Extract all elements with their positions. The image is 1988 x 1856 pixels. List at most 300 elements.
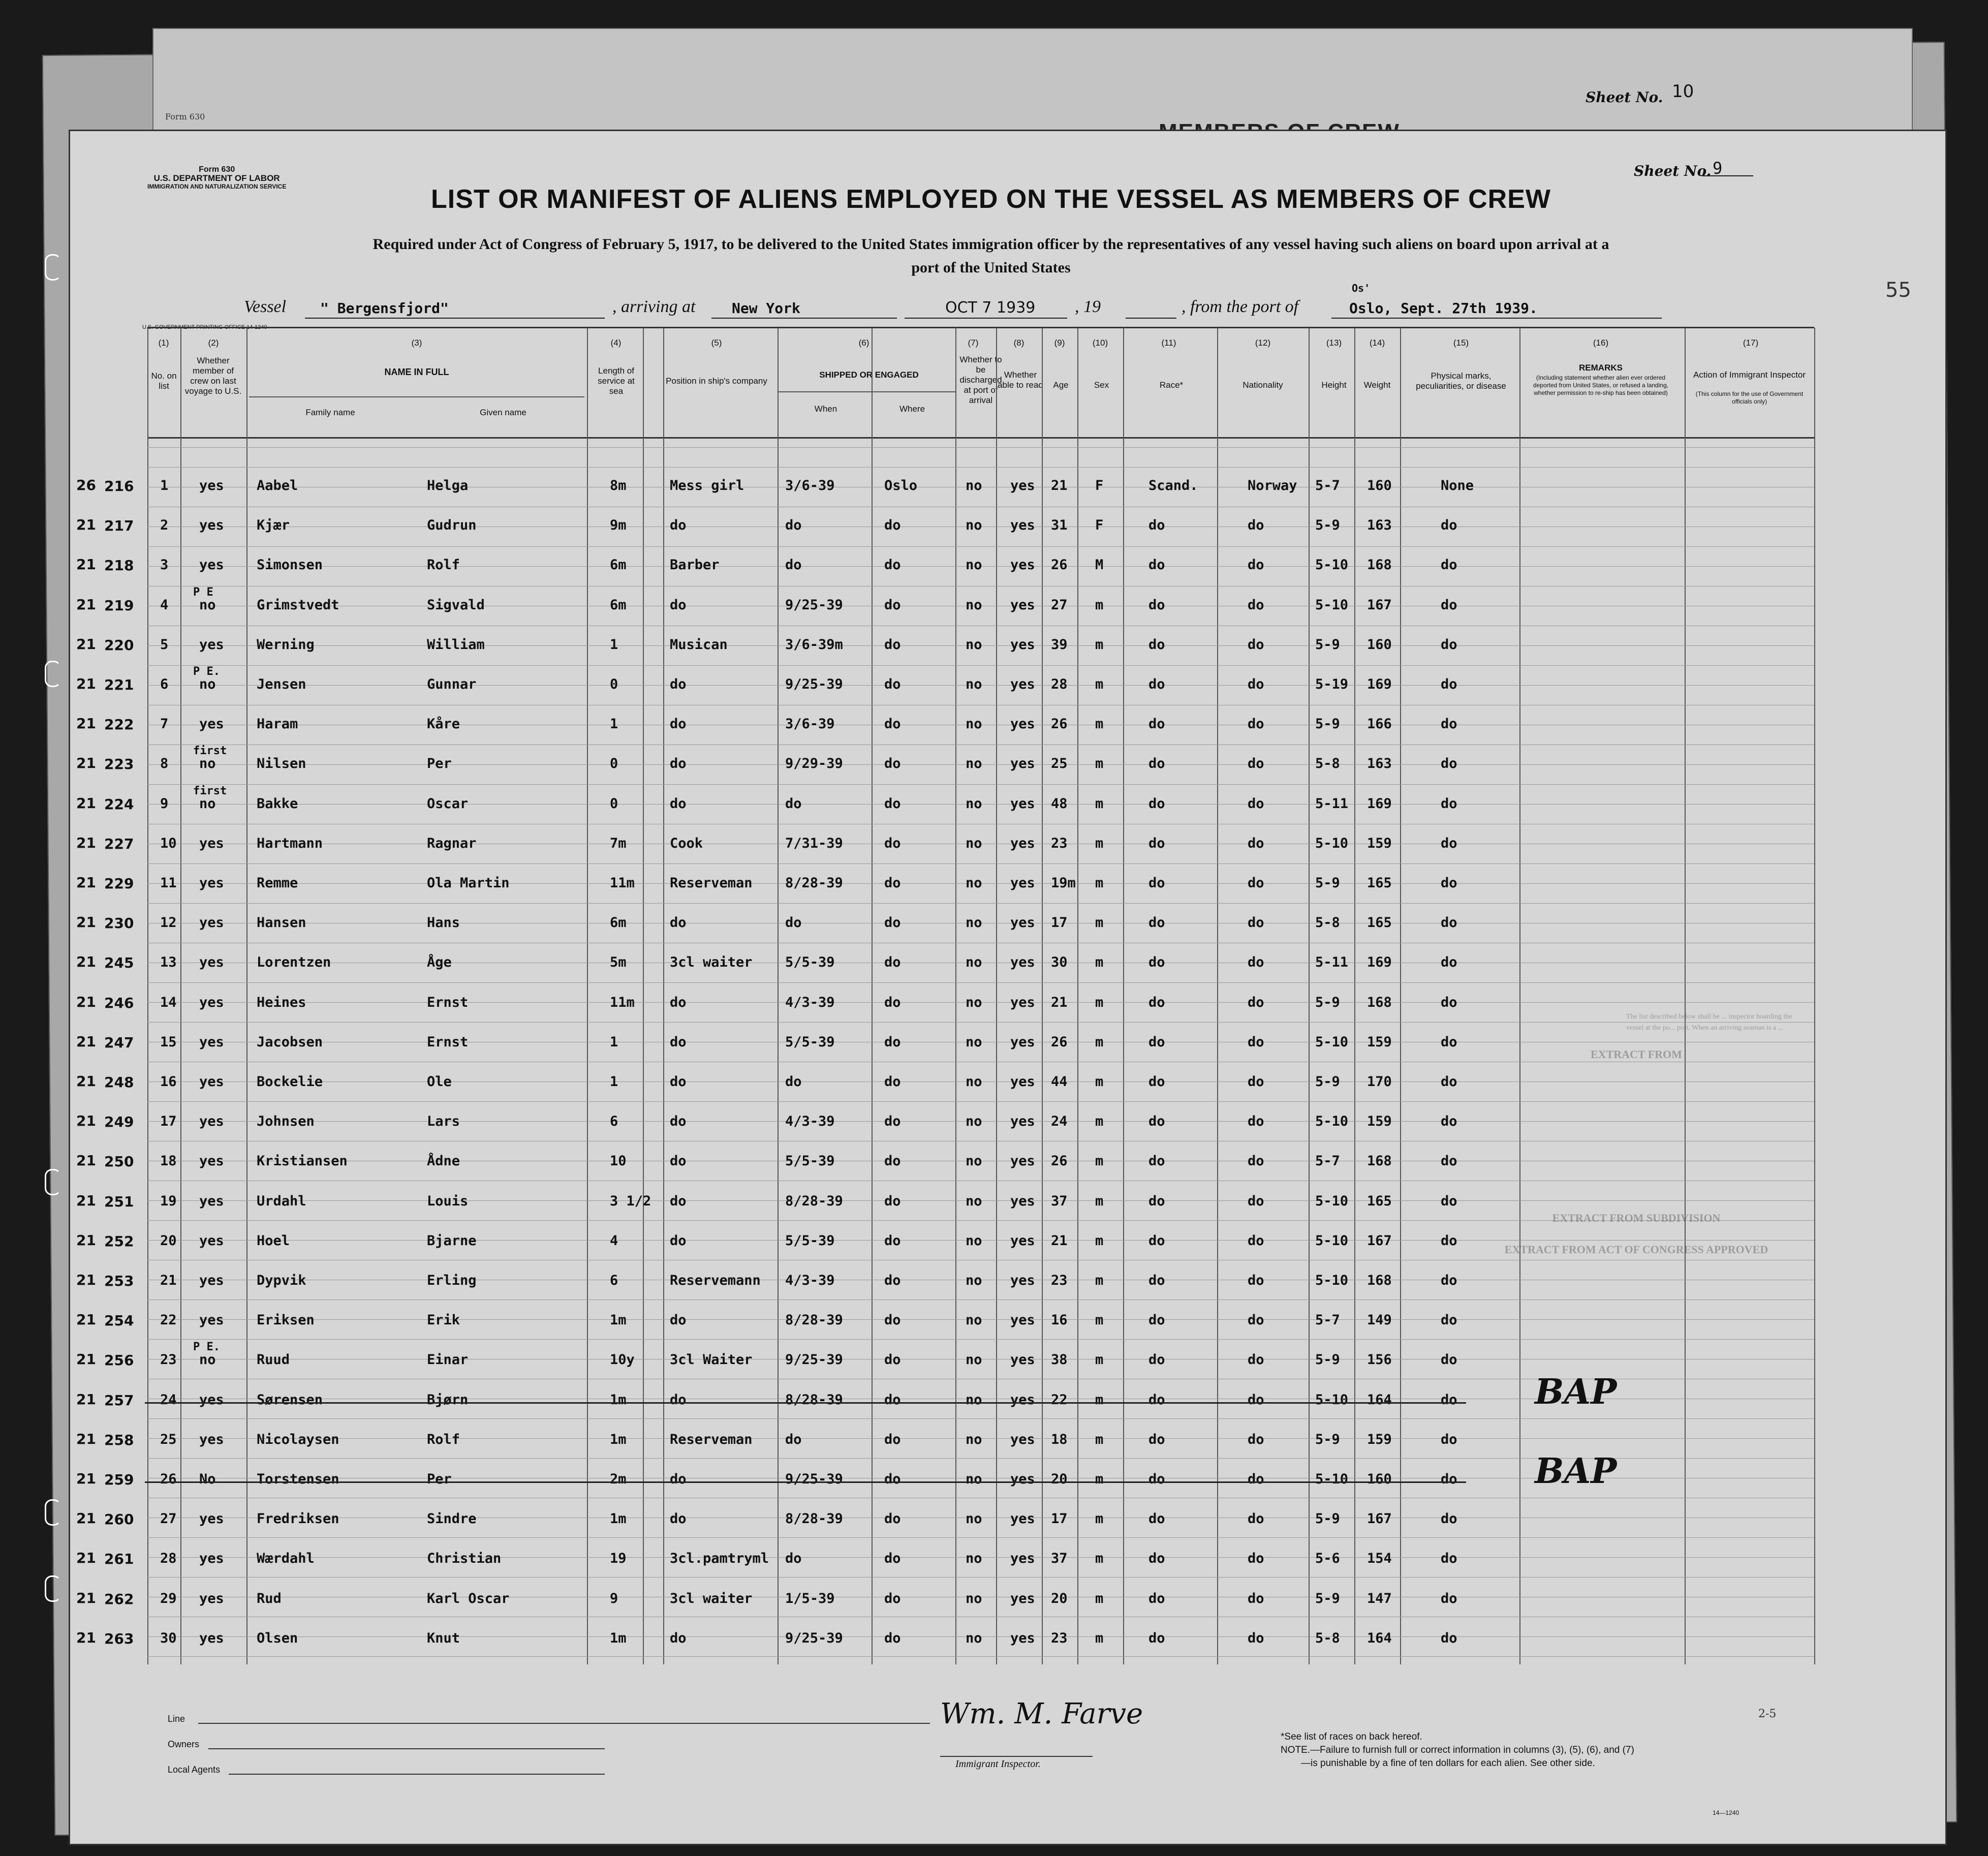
- cell-discharged: no: [966, 636, 982, 653]
- column-number: (10): [1092, 338, 1108, 348]
- cell-age: 20: [1051, 1471, 1068, 1487]
- cell-position: do: [670, 1113, 687, 1130]
- cell-family: Johnsen: [257, 1113, 315, 1130]
- cell-no: 24: [160, 1391, 177, 1408]
- cell-crew: yes: [199, 1431, 224, 1447]
- cell-marks: do: [1441, 1630, 1457, 1646]
- cell-family: Heines: [257, 994, 306, 1010]
- owners-field: [208, 1748, 605, 1749]
- cell-family: Hartmann: [257, 835, 323, 851]
- cell-height: 5-8: [1315, 1630, 1340, 1646]
- column-number: (12): [1255, 338, 1271, 348]
- cell-margin: 257: [104, 1391, 134, 1409]
- cell-age: 18: [1051, 1431, 1068, 1447]
- cell-weight: 166: [1367, 716, 1392, 732]
- cell-when: 3/6-39m: [785, 636, 843, 653]
- cell-read: yes: [1010, 1391, 1035, 1408]
- cell-nationality: do: [1248, 994, 1264, 1010]
- margin-page-number: 21: [76, 1192, 96, 1209]
- cell-given: Ola Martin: [427, 875, 510, 891]
- cell-sex: m: [1095, 1193, 1104, 1209]
- cell-read: yes: [1010, 1074, 1035, 1090]
- cell-read: yes: [1010, 557, 1035, 573]
- column-number: (17): [1743, 338, 1759, 348]
- column-number: (6): [858, 338, 869, 348]
- cell-discharged: no: [966, 597, 982, 613]
- column-number: (2): [208, 338, 219, 348]
- cell-margin: 254: [104, 1312, 134, 1329]
- cell-position: do: [670, 1153, 687, 1169]
- cell-when: 4/3-39: [785, 1273, 835, 1288]
- cell-given: Einar: [427, 1352, 469, 1368]
- cell-where: do: [884, 1113, 901, 1130]
- cell-given: Louis: [427, 1193, 469, 1209]
- cell-weight: 167: [1367, 1232, 1392, 1249]
- cell-margin: 221: [104, 676, 134, 693]
- cell-where: do: [884, 597, 901, 613]
- cell-family: Wærdahl: [257, 1551, 315, 1567]
- margin-page-number: 21: [76, 1510, 96, 1527]
- cell-where: do: [884, 994, 901, 1010]
- column-number: (5): [711, 338, 722, 348]
- cell-where: do: [884, 1312, 901, 1328]
- cell-family: Grimstvedt: [257, 597, 339, 613]
- cell-no: 14: [160, 994, 177, 1010]
- cell-service: 9: [610, 1590, 618, 1606]
- sheet-label: Sheet No.: [1634, 163, 1712, 179]
- cell-weight: 165: [1367, 1193, 1392, 1209]
- cell-crew-note: first: [193, 745, 227, 758]
- cell-position: Reserveman: [670, 1431, 753, 1447]
- cell-weight: 164: [1367, 1630, 1392, 1646]
- cell-age: 31: [1051, 517, 1068, 534]
- cell-margin: 222: [104, 716, 134, 733]
- cell-weight: 159: [1367, 835, 1392, 851]
- cell-when: 8/28-39: [785, 1193, 843, 1209]
- cell-given: Lars: [427, 1113, 460, 1130]
- arriving-label: , arriving at: [612, 297, 696, 316]
- cell-age: 38: [1051, 1352, 1068, 1368]
- cell-position: Mess girl: [670, 478, 744, 493]
- margin-page-number: 21: [76, 1550, 96, 1567]
- cell-sex: m: [1095, 835, 1104, 851]
- table-row: [0, 784, 1988, 836]
- cell-crew: yes: [199, 557, 224, 573]
- cell-position: do: [670, 1193, 687, 1209]
- cell-when: do: [785, 1431, 802, 1447]
- cell-where: do: [884, 716, 901, 732]
- cell-crew: yes: [199, 1113, 224, 1130]
- cell-when: do: [785, 557, 802, 573]
- cell-age: 17: [1051, 915, 1068, 931]
- cell-margin: 230: [104, 915, 134, 932]
- cell-height: 5-9: [1315, 517, 1340, 534]
- cell-discharged: no: [966, 835, 982, 851]
- cell-height: 5-9: [1315, 716, 1340, 732]
- cell-weight: 147: [1367, 1590, 1392, 1606]
- cell-sex: m: [1095, 1471, 1104, 1487]
- cell-crew: yes: [199, 1511, 224, 1527]
- cell-crew: yes: [199, 1193, 224, 1209]
- cell-crew: yes: [199, 517, 224, 534]
- col-header-remarks: REMARKS: [1579, 363, 1623, 373]
- cell-crew: yes: [199, 915, 224, 931]
- cell-marks: do: [1441, 1551, 1457, 1567]
- cell-family: Olsen: [257, 1630, 298, 1646]
- table-row: [0, 1273, 1988, 1312]
- cell-race: do: [1148, 1312, 1165, 1328]
- footnote: *See list of races on back hereof. NOTE.—Failure to furnish full or correct information in columns (3), (5), (6), and (7) —is punishable by a fine of ten dollars for each alien. See other side.: [1281, 1731, 1634, 1769]
- column-number: (3): [411, 338, 422, 348]
- name-subheader-rule: [249, 396, 584, 397]
- cell-nationality: do: [1248, 1630, 1264, 1646]
- cell-discharged: no: [966, 676, 982, 692]
- cell-weight: 154: [1367, 1551, 1392, 1567]
- cell-no: 7: [160, 716, 169, 732]
- cell-family: Bakke: [257, 795, 298, 812]
- cell-position: do: [670, 994, 687, 1010]
- cell-height: 5-8: [1315, 915, 1340, 931]
- cell-height: 5-7: [1315, 478, 1340, 493]
- cell-race: do: [1148, 557, 1165, 573]
- sheet-number-line: [1702, 175, 1753, 176]
- cell-no: 21: [160, 1273, 177, 1288]
- cell-service: 7m: [610, 835, 627, 851]
- cell-service: 1m: [610, 1431, 627, 1447]
- cell-no: 19: [160, 1193, 177, 1209]
- cell-given: Åge: [427, 954, 452, 971]
- cell-age: 19m: [1051, 875, 1076, 891]
- cell-margin: 259: [104, 1471, 134, 1488]
- cell-weight: 159: [1367, 1034, 1392, 1050]
- column-number: (4): [610, 338, 622, 348]
- cell-when: 5/5-39: [785, 1232, 835, 1249]
- cell-given: Oscar: [427, 795, 469, 812]
- cell-margin: 223: [104, 756, 134, 773]
- cell-discharged: no: [966, 1074, 982, 1090]
- cell-margin: 229: [104, 875, 134, 892]
- cell-race: do: [1148, 954, 1165, 971]
- cell-where: do: [884, 1551, 901, 1567]
- vessel-label: Vessel: [244, 297, 287, 316]
- cell-race: do: [1148, 1193, 1165, 1209]
- cell-crew-note: P E.: [193, 1341, 220, 1354]
- cell-height: 5-10: [1315, 1273, 1349, 1288]
- cell-read: yes: [1010, 835, 1035, 851]
- cell-no: 22: [160, 1312, 177, 1328]
- cell-where: do: [884, 1153, 901, 1169]
- cell-discharged: no: [966, 517, 982, 534]
- cell-family: Hansen: [257, 915, 306, 931]
- cell-position: Reserveman: [670, 875, 753, 891]
- cell-marks: None: [1441, 478, 1474, 493]
- margin-page-number: 21: [76, 794, 96, 812]
- margin-page-number: 21: [76, 715, 96, 732]
- cell-position: do: [670, 1034, 687, 1050]
- cell-race: do: [1148, 795, 1165, 812]
- margin-page-number: 21: [76, 834, 96, 851]
- margin-page-number: 21: [76, 1033, 96, 1050]
- cell-given: Kåre: [427, 716, 460, 732]
- cell-no: 5: [160, 636, 169, 653]
- cell-when: 8/28-39: [785, 875, 843, 891]
- cell-where: do: [884, 1352, 901, 1368]
- cell-marks: do: [1441, 1391, 1457, 1408]
- cell-position: Musican: [670, 636, 728, 653]
- official-initials: BAP: [1535, 1451, 1617, 1492]
- cell-read: yes: [1010, 756, 1035, 772]
- cell-crew: yes: [199, 1312, 224, 1328]
- cell-service: 5m: [610, 954, 627, 971]
- cell-weight: 163: [1367, 517, 1392, 534]
- cell-no: 26: [160, 1471, 177, 1487]
- cell-height: 5-10: [1315, 1391, 1349, 1408]
- cell-age: 27: [1051, 597, 1068, 613]
- cell-read: yes: [1010, 1590, 1035, 1606]
- cell-discharged: no: [966, 1232, 982, 1249]
- cell-no: 12: [160, 915, 177, 931]
- cell-nationality: do: [1248, 1551, 1264, 1567]
- cell-discharged: no: [966, 1034, 982, 1050]
- cell-weight: 160: [1367, 478, 1392, 493]
- cell-service: 1: [610, 1074, 618, 1090]
- cell-no: 8: [160, 756, 169, 772]
- cell-marks: do: [1441, 1034, 1457, 1050]
- cell-given: Ole: [427, 1074, 452, 1090]
- owners-label: Owners: [168, 1739, 200, 1749]
- cell-sex: m: [1095, 636, 1104, 653]
- col-header-height: Height: [1321, 380, 1347, 390]
- cell-sex: m: [1095, 1590, 1104, 1606]
- cell-service: 0: [610, 795, 618, 812]
- cell-no: 3: [160, 557, 169, 573]
- cell-weight: 167: [1367, 1511, 1392, 1527]
- cell-given: Rolf: [427, 557, 460, 573]
- cell-sex: m: [1095, 1352, 1104, 1368]
- cell-sex: m: [1095, 1074, 1104, 1090]
- cell-crew: no: [199, 756, 216, 772]
- cell-margin: 247: [104, 1034, 134, 1051]
- margin-page-number: 26: [76, 477, 96, 493]
- cell-no: 4: [160, 597, 169, 613]
- cell-position: 3cl Waiter: [670, 1352, 753, 1368]
- cell-discharged: no: [966, 1471, 982, 1487]
- cell-discharged: no: [966, 795, 982, 812]
- cell-age: 30: [1051, 954, 1068, 971]
- cell-read: yes: [1010, 1034, 1035, 1050]
- cell-marks: do: [1441, 676, 1457, 692]
- cell-service: 1: [610, 636, 618, 653]
- cell-where: do: [884, 915, 901, 931]
- cell-nationality: do: [1248, 636, 1264, 653]
- cell-read: yes: [1010, 1232, 1035, 1249]
- cell-age: 16: [1051, 1312, 1068, 1328]
- cell-marks: do: [1441, 1312, 1457, 1328]
- cell-race: do: [1148, 1551, 1165, 1567]
- col-header-nationality: Nationality: [1242, 380, 1283, 390]
- cell-where: do: [884, 1074, 901, 1090]
- margin-page-number: 21: [76, 1152, 96, 1169]
- form-code: 14—1240: [1713, 1809, 1740, 1816]
- cell-age: 23: [1051, 1630, 1068, 1646]
- cell-service: 11m: [610, 994, 635, 1010]
- cell-service: 6m: [610, 557, 627, 573]
- cell-where: do: [884, 875, 901, 891]
- cell-race: do: [1148, 994, 1165, 1010]
- cell-position: do: [670, 1511, 687, 1527]
- cell-age: 25: [1051, 756, 1068, 772]
- cell-margin: 256: [104, 1352, 134, 1369]
- cell-weight: 168: [1367, 1273, 1392, 1288]
- margin-page-number: 21: [76, 1390, 96, 1408]
- cell-given: Per: [427, 756, 452, 772]
- cell-race: do: [1148, 1153, 1165, 1169]
- cell-race: do: [1148, 1074, 1165, 1090]
- cell-no: 20: [160, 1232, 177, 1249]
- cell-crew: yes: [199, 636, 224, 653]
- cell-nationality: Norway: [1248, 478, 1297, 493]
- cell-read: yes: [1010, 517, 1035, 534]
- column-number: (14): [1369, 338, 1385, 348]
- table-row: [0, 1074, 1988, 1113]
- cell-race: do: [1148, 756, 1165, 772]
- cell-when: 9/25-39: [785, 1630, 843, 1646]
- cell-position: do: [670, 1630, 687, 1646]
- cell-weight: 159: [1367, 1431, 1392, 1447]
- table-row: [0, 1630, 1988, 1670]
- cell-no: 10: [160, 835, 177, 851]
- cell-nationality: do: [1248, 1153, 1264, 1169]
- table-row: [0, 1551, 1988, 1590]
- cell-sex: m: [1095, 1431, 1104, 1447]
- cell-margin: 261: [104, 1551, 134, 1568]
- cell-position: do: [670, 676, 687, 692]
- inspector-signature: Wm. M. Farve: [940, 1697, 1143, 1730]
- cell-position: do: [670, 1312, 687, 1328]
- cell-crew: no: [199, 1352, 216, 1368]
- from-port-value: Oslo, Sept. 27th 1939.: [1349, 300, 1538, 317]
- cell-weight: 167: [1367, 597, 1392, 613]
- cell-when: 9/25-39: [785, 1352, 843, 1368]
- cell-read: yes: [1010, 795, 1035, 812]
- margin-page-number: 21: [76, 675, 96, 692]
- cell-margin: 251: [104, 1193, 134, 1210]
- cell-where: do: [884, 1630, 901, 1646]
- cell-sex: m: [1095, 994, 1104, 1010]
- cell-weight: 169: [1367, 954, 1392, 971]
- cell-no: 15: [160, 1034, 177, 1050]
- cell-discharged: no: [966, 1551, 982, 1567]
- margin-page-number: 21: [76, 1470, 96, 1487]
- cell-race: do: [1148, 1352, 1165, 1368]
- cell-race: do: [1148, 517, 1165, 534]
- cell-discharged: no: [966, 1511, 982, 1527]
- cell-marks: do: [1441, 517, 1457, 534]
- year-label: , 19: [1075, 297, 1101, 316]
- cell-service: 0: [610, 676, 618, 692]
- col-header-action: Action of Immigrant Inspector: [1693, 370, 1806, 380]
- cell-family: Fredriksen: [257, 1511, 339, 1527]
- column-number: (8): [1013, 338, 1024, 348]
- cell-family: Lorentzen: [257, 954, 331, 971]
- cell-discharged: no: [966, 1352, 982, 1368]
- cell-height: 5-9: [1315, 875, 1340, 891]
- cell-age: 22: [1051, 1391, 1068, 1408]
- cell-service: 6m: [610, 915, 627, 931]
- column-number: (13): [1326, 338, 1342, 348]
- cell-race: do: [1148, 1113, 1165, 1130]
- cell-position: do: [670, 517, 687, 534]
- col-header-action-note: (This column for the use of Government officials only): [1695, 390, 1804, 405]
- table-row: [0, 517, 1988, 557]
- cell-read: yes: [1010, 676, 1035, 692]
- cell-read: yes: [1010, 1431, 1035, 1447]
- local-agents-field: [229, 1774, 605, 1775]
- cell-crew: yes: [199, 1153, 224, 1169]
- cell-height: 5-6: [1315, 1551, 1340, 1567]
- cell-marks: do: [1441, 1590, 1457, 1606]
- cell-nationality: do: [1248, 716, 1264, 732]
- cell-height: 5-9: [1315, 1511, 1340, 1527]
- local-agents-label: Local Agents: [168, 1765, 221, 1775]
- column-number: (1): [158, 338, 169, 348]
- margin-page-number: 21: [76, 1231, 96, 1249]
- cell-nationality: do: [1248, 676, 1264, 692]
- cell-given: Erling: [427, 1273, 477, 1288]
- cell-position: do: [670, 1471, 687, 1487]
- cell-given: Hans: [427, 915, 460, 931]
- cell-margin: 252: [104, 1232, 134, 1250]
- cell-position: do: [670, 1232, 687, 1249]
- cell-read: yes: [1010, 1193, 1035, 1209]
- cell-where: do: [884, 1193, 901, 1209]
- cell-discharged: no: [966, 1630, 982, 1646]
- inspector-label: Immigrant Inspector.: [955, 1758, 1041, 1770]
- col-header-name: NAME IN FULL: [384, 367, 449, 377]
- shipped-subheader-rule: [778, 391, 955, 392]
- cell-marks: do: [1441, 557, 1457, 573]
- cell-family: Jacobsen: [257, 1034, 323, 1050]
- cell-no: 23: [160, 1352, 177, 1368]
- cell-read: yes: [1010, 994, 1035, 1010]
- cell-sex: m: [1095, 1630, 1104, 1646]
- cell-family: Dypvik: [257, 1273, 306, 1288]
- cell-nationality: do: [1248, 954, 1264, 971]
- margin-page-number: 21: [76, 874, 96, 891]
- cell-discharged: no: [966, 1273, 982, 1288]
- cell-read: yes: [1010, 1511, 1035, 1527]
- cell-race: do: [1148, 1630, 1165, 1646]
- cell-weight: 165: [1367, 915, 1392, 931]
- col-header-age: Age: [1053, 380, 1069, 390]
- table-row: [0, 557, 1988, 597]
- cell-service: 9m: [610, 517, 627, 534]
- cell-sex: m: [1095, 1312, 1104, 1328]
- cell-service: 1: [610, 716, 618, 732]
- cell-sex: m: [1095, 954, 1104, 971]
- cell-nationality: do: [1248, 1352, 1264, 1368]
- cell-age: 28: [1051, 676, 1068, 692]
- cell-nationality: do: [1248, 1273, 1264, 1288]
- cell-given: Gunnar: [427, 676, 477, 692]
- col-header-crew: Whether member of crew on last voyage to U.S.: [184, 356, 242, 396]
- table-row: [0, 875, 1988, 915]
- pencil-mark: 2-5: [1758, 1708, 1777, 1720]
- cell-no: 30: [160, 1630, 177, 1646]
- cell-given: Rolf: [427, 1431, 460, 1447]
- cell-height: 5-10: [1315, 557, 1349, 573]
- cell-read: yes: [1010, 1113, 1035, 1130]
